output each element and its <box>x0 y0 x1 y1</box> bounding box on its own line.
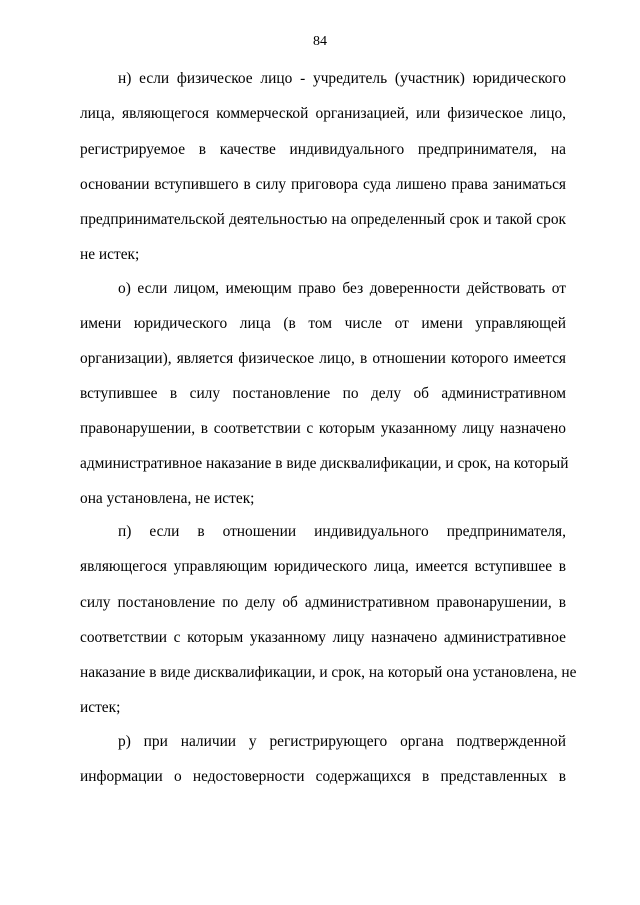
paragraph-p-line-3: силу постановление по делу об административном правонарушении, в <box>80 594 566 611</box>
paragraph-o-line-2: имени юридического лица (в том числе от имени управляющей <box>80 315 566 332</box>
paragraph-r-line-1: р) при наличии у регистрирующего органа подтвержденной <box>118 733 566 750</box>
paragraph-p-line-1: п) если в отношении индивидуального предпринимателя, <box>118 523 566 540</box>
paragraph-n-line-6: не истек; <box>80 246 140 263</box>
paragraph-n-line-5: предпринимательской деятельностью на определенный срок и такой срок <box>80 211 566 228</box>
paragraph-o-line-5: правонарушении, в соответствии с которым указанному лицу назначено <box>80 420 566 437</box>
paragraph-n-line-1: н) если физическое лицо - учредитель (участник) юридического <box>118 70 566 87</box>
paragraph-o-line-4: вступившее в силу постановление по делу об административном <box>80 385 566 402</box>
paragraph-r-line-2: информации о недостоверности содержащихся в представленных в <box>80 768 566 785</box>
paragraph-o-line-7: она установлена, не истек; <box>80 490 255 507</box>
page-number: 84 <box>313 34 327 49</box>
paragraph-o-line-3: организации), является физическое лицо, в отношении которого имеется <box>80 350 566 367</box>
paragraph-p-line-6: истек; <box>80 699 121 716</box>
paragraph-n-line-4: основании вступившего в силу приговора суда лишено права заниматься <box>80 176 566 193</box>
paragraph-p-line-2: являющегося управляющим юридического лица, имеется вступившее в <box>80 558 566 575</box>
paragraph-o-line-6: административное наказание в виде дисквалификации, и срок, на который <box>80 455 569 472</box>
paragraph-p-line-4: соответствии с которым указанному лицу назначено административное <box>80 629 566 646</box>
paragraph-n-line-2: лица, являющегося коммерческой организацией, или физическое лицо, <box>80 105 566 122</box>
paragraph-p-line-5: наказание в виде дисквалификации, и срок, на который она установлена, не <box>80 664 577 681</box>
paragraph-o-line-1: о) если лицом, имеющим право без доверенности действовать от <box>118 280 566 297</box>
paragraph-n-line-3: регистрируемое в качестве индивидуального предпринимателя, на <box>80 141 566 158</box>
